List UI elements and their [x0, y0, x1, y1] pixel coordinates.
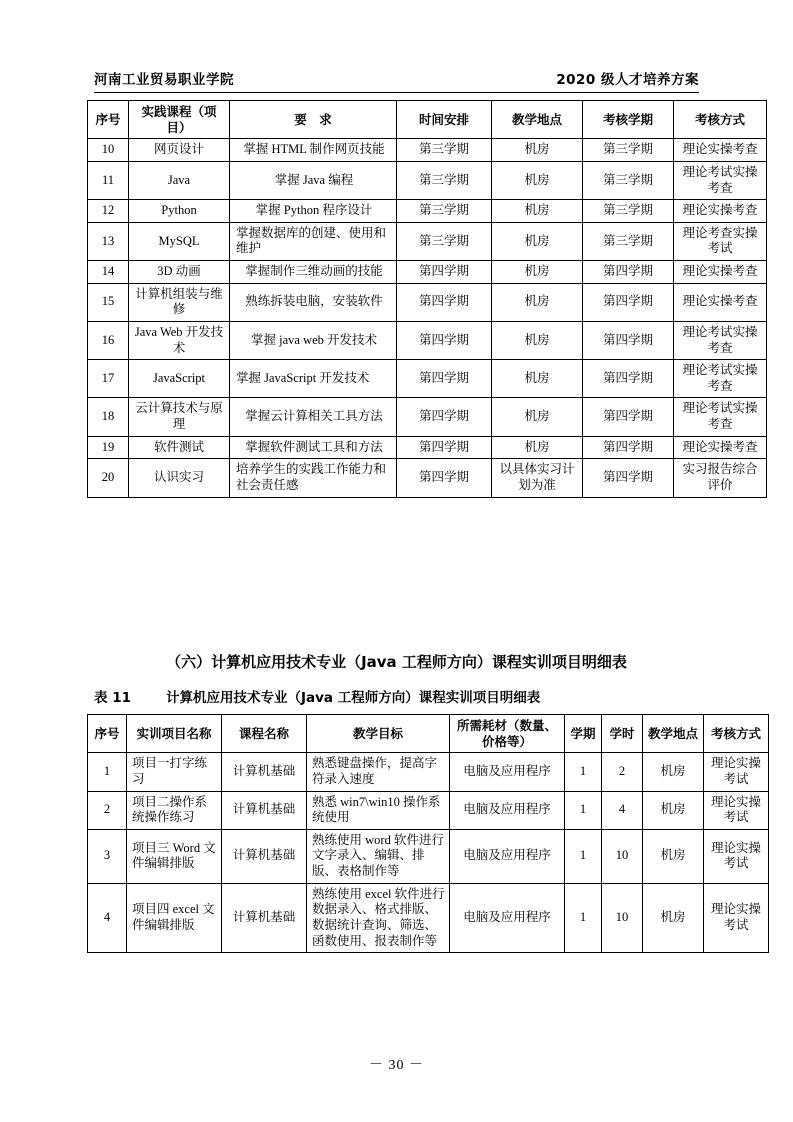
cell-exam: 理论实操考试 — [704, 829, 769, 883]
cell-place: 机房 — [492, 283, 583, 321]
table-caption-text: 计算机应用技术专业（Java 工程师方向）课程实训项目明细表 — [166, 690, 541, 706]
table-row — [88, 161, 767, 199]
col-place: 教学地点 — [643, 715, 704, 753]
cell-materials: 电脑及应用程序 — [450, 829, 565, 883]
cell-time: 第三学期 — [397, 139, 492, 162]
cell-requirement: 掌握 HTML 制作网页技能 — [230, 139, 397, 162]
col-place: 教学地点 — [492, 101, 583, 139]
cell-place: 机房 — [643, 883, 704, 953]
table-header-row — [88, 715, 769, 753]
cell-term: 第四学期 — [583, 360, 674, 398]
cell-course-name: 计算机组装与维修 — [129, 283, 230, 321]
cell-index: 10 — [88, 139, 129, 162]
table-row — [88, 261, 767, 284]
cell-term: 第三学期 — [583, 200, 674, 223]
table-row — [88, 283, 767, 321]
cell-term: 第三学期 — [583, 222, 674, 260]
cell-exam: 理论实操考查 — [674, 283, 767, 321]
cell-course-name: Java — [129, 161, 230, 199]
header-left-text: 河南工业贸易职业学院 — [94, 72, 234, 88]
cell-exam: 理论实操考试 — [704, 791, 769, 829]
cell-course-name: 软件测试 — [129, 436, 230, 459]
table-row — [88, 436, 767, 459]
cell-place: 以具体实习计划为准 — [492, 459, 583, 497]
page-header — [94, 68, 699, 88]
cell-course-name: Java Web 开发技术 — [129, 321, 230, 359]
cell-index: 17 — [88, 360, 129, 398]
cell-place: 机房 — [492, 261, 583, 284]
table-row — [88, 139, 767, 162]
cell-materials: 电脑及应用程序 — [450, 753, 565, 791]
cell-course-name: 计算机基础 — [222, 883, 307, 953]
table-number: 表 11 — [94, 690, 131, 706]
cell-place: 机房 — [492, 139, 583, 162]
cell-project-name: 项目二操作系统操作练习 — [127, 791, 222, 829]
cell-exam: 理论实操考查 — [674, 200, 767, 223]
cell-course-name: 网页设计 — [129, 139, 230, 162]
cell-index: 13 — [88, 222, 129, 260]
table-row — [88, 360, 767, 398]
col-term: 学期 — [565, 715, 602, 753]
cell-index: 20 — [88, 459, 129, 497]
cell-index: 12 — [88, 200, 129, 223]
table-row — [88, 883, 769, 953]
cell-course-name: Python — [129, 200, 230, 223]
cell-index: 1 — [88, 753, 127, 791]
header-divider — [94, 92, 699, 93]
col-project-name: 实训项目名称 — [127, 715, 222, 753]
cell-teaching-goal: 熟练使用 excel 软件进行数据录入、格式排版、数据统计查询、筛选、函数使用、报表制作等 — [307, 883, 450, 953]
cell-index: 18 — [88, 398, 129, 436]
col-requirement: 要 求 — [230, 101, 397, 139]
cell-course-name: 计算机基础 — [222, 829, 307, 883]
cell-exam: 理论考试实操考查 — [674, 321, 767, 359]
cell-teaching-goal: 熟悉键盘操作，提高字符录入速度 — [307, 753, 450, 791]
col-index: 序号 — [88, 715, 127, 753]
cell-term: 第四学期 — [583, 261, 674, 284]
cell-place: 机房 — [492, 200, 583, 223]
training-project-table — [87, 714, 769, 953]
cell-place: 机房 — [492, 360, 583, 398]
table-row — [88, 829, 769, 883]
header-right-text: 2020 级人才培养方案 — [556, 72, 699, 88]
cell-term: 1 — [565, 791, 602, 829]
cell-hours: 10 — [602, 829, 643, 883]
cell-exam: 理论考查实操考试 — [674, 222, 767, 260]
cell-requirement: 掌握制作三维动画的技能 — [230, 261, 397, 284]
cell-index: 19 — [88, 436, 129, 459]
cell-course-name: JavaScript — [129, 360, 230, 398]
cell-requirement: 掌握 java web 开发技术 — [230, 321, 397, 359]
table-row — [88, 459, 767, 497]
cell-exam: 理论考试实操考查 — [674, 161, 767, 199]
cell-time: 第四学期 — [397, 261, 492, 284]
cell-course-name: 认识实习 — [129, 459, 230, 497]
col-teaching-goal: 教学目标 — [307, 715, 450, 753]
cell-time: 第三学期 — [397, 161, 492, 199]
cell-exam: 实习报告综合评价 — [674, 459, 767, 497]
table-header-row — [88, 101, 767, 139]
cell-project-name: 项目一打字练习 — [127, 753, 222, 791]
table-row — [88, 753, 769, 791]
cell-exam: 理论实操考试 — [704, 753, 769, 791]
cell-place: 机房 — [643, 829, 704, 883]
cell-term: 1 — [565, 883, 602, 953]
cell-requirement: 掌握 Python 程序设计 — [230, 200, 397, 223]
table-row — [88, 321, 767, 359]
cell-requirement: 掌握软件测试工具和方法 — [230, 436, 397, 459]
col-materials: 所需耗材（数量、价格等） — [450, 715, 565, 753]
cell-course-name: 计算机基础 — [222, 791, 307, 829]
practice-course-table — [87, 100, 767, 498]
table-row — [88, 200, 767, 223]
cell-time: 第四学期 — [397, 283, 492, 321]
cell-place: 机房 — [643, 791, 704, 829]
cell-course-name: 3D 动画 — [129, 261, 230, 284]
cell-index: 16 — [88, 321, 129, 359]
col-course-name: 课程名称 — [222, 715, 307, 753]
table-caption — [94, 686, 714, 706]
cell-time: 第三学期 — [397, 222, 492, 260]
cell-time: 第四学期 — [397, 459, 492, 497]
cell-requirement: 掌握 Java 编程 — [230, 161, 397, 199]
cell-term: 第四学期 — [583, 321, 674, 359]
cell-time: 第三学期 — [397, 200, 492, 223]
table-row — [88, 222, 767, 260]
cell-teaching-goal: 熟练使用 word 软件进行文字录入、编辑、排版、表格制作等 — [307, 829, 450, 883]
cell-hours: 2 — [602, 753, 643, 791]
cell-exam: 理论实操考查 — [674, 436, 767, 459]
cell-requirement: 掌握数据库的创建、使用和维护 — [230, 222, 397, 260]
cell-time: 第四学期 — [397, 436, 492, 459]
cell-exam: 理论实操考查 — [674, 139, 767, 162]
col-exam: 考核方式 — [704, 715, 769, 753]
cell-index: 15 — [88, 283, 129, 321]
cell-term: 第三学期 — [583, 139, 674, 162]
cell-project-name: 项目四 excel 文件编辑排版 — [127, 883, 222, 953]
col-exam: 考核方式 — [674, 101, 767, 139]
cell-place: 机房 — [492, 161, 583, 199]
cell-exam: 理论考试实操考查 — [674, 398, 767, 436]
cell-term: 第三学期 — [583, 161, 674, 199]
cell-time: 第四学期 — [397, 360, 492, 398]
cell-exam: 理论实操考查 — [674, 261, 767, 284]
cell-project-name: 项目三 Word 文件编辑排版 — [127, 829, 222, 883]
cell-index: 14 — [88, 261, 129, 284]
cell-course-name: 计算机基础 — [222, 753, 307, 791]
cell-index: 4 — [88, 883, 127, 953]
cell-index: 11 — [88, 161, 129, 199]
col-index: 序号 — [88, 101, 129, 139]
cell-exam: 理论实操考试 — [704, 883, 769, 953]
col-term: 考核学期 — [583, 101, 674, 139]
cell-teaching-goal: 熟悉 win7\win10 操作系统使用 — [307, 791, 450, 829]
cell-place: 机房 — [492, 436, 583, 459]
cell-course-name: MySQL — [129, 222, 230, 260]
col-hours: 学时 — [602, 715, 643, 753]
cell-term: 第四学期 — [583, 283, 674, 321]
cell-place: 机房 — [492, 398, 583, 436]
cell-index: 3 — [88, 829, 127, 883]
cell-term: 1 — [565, 753, 602, 791]
table-row — [88, 398, 767, 436]
cell-requirement: 培养学生的实践工作能力和社会责任感 — [230, 459, 397, 497]
cell-term: 第四学期 — [583, 398, 674, 436]
cell-materials: 电脑及应用程序 — [450, 791, 565, 829]
cell-term: 第四学期 — [583, 436, 674, 459]
col-time: 时间安排 — [397, 101, 492, 139]
cell-requirement: 掌握 JavaScript 开发技术 — [230, 360, 397, 398]
cell-course-name: 云计算技术与原理 — [129, 398, 230, 436]
cell-place: 机房 — [492, 222, 583, 260]
cell-requirement: 掌握云计算相关工具方法 — [230, 398, 397, 436]
cell-place: 机房 — [643, 753, 704, 791]
cell-term: 1 — [565, 829, 602, 883]
table-row — [88, 791, 769, 829]
cell-hours: 4 — [602, 791, 643, 829]
cell-exam: 理论考试实操考查 — [674, 360, 767, 398]
cell-requirement: 熟练拆装电脑，安装软件 — [230, 283, 397, 321]
cell-time: 第四学期 — [397, 321, 492, 359]
cell-term: 第四学期 — [583, 459, 674, 497]
cell-place: 机房 — [492, 321, 583, 359]
cell-materials: 电脑及应用程序 — [450, 883, 565, 953]
page-number: － 30 － — [369, 1058, 424, 1073]
cell-time: 第四学期 — [397, 398, 492, 436]
section-heading: （六）计算机应用技术专业（Java 工程师方向）课程实训项目明细表 — [166, 653, 627, 671]
cell-hours: 10 — [602, 883, 643, 953]
col-course-name: 实践课程（项目） — [129, 101, 230, 139]
cell-index: 2 — [88, 791, 127, 829]
